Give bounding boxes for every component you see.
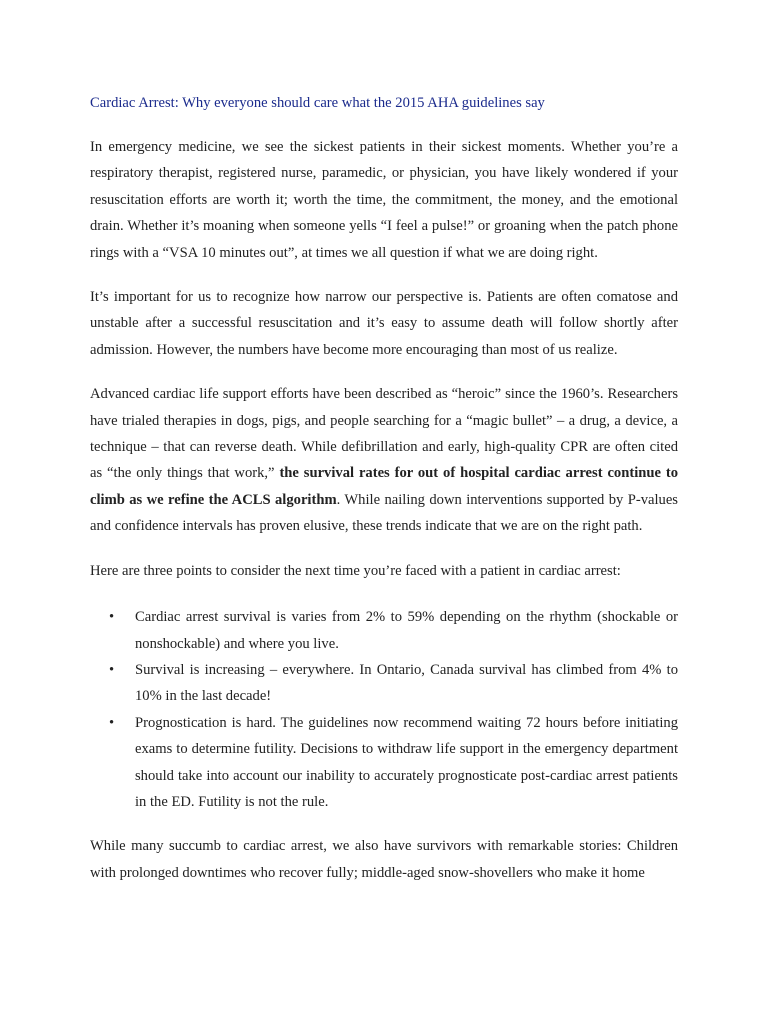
paragraph-survivors: While many succumb to cardiac arrest, we also have survivors with remarkable stories: Children with prolonged downtimes who recover fully; middle-aged snow-shovellers who make it home (90, 838, 678, 881)
document-title: Cardiac Arrest: Why everyone should care what the 2015 AHA guidelines say (90, 95, 545, 111)
list-item-text: Prognostication is hard. The guidelines now recommend waiting 72 hours before initiating exams to determine futility. Decisions to withdraw life support in the emergency department should take into account our inability to accurately prognosticate post-cardiac arrest patients in the ED. Futility is not the rule. (135, 714, 678, 810)
document-body (90, 90, 678, 886)
list-item (109, 710, 678, 816)
paragraph-acls-history (90, 381, 678, 539)
paragraph-acls-history-end: . While nailing down interventions supported by P-values and confidence intervals has proven elusive, these trends indicate that we are on the right path. (90, 491, 678, 535)
list-item (109, 657, 678, 710)
paragraph-three-points: Here are three points to consider the next time you’re faced with a patient in cardiac arrest: (90, 562, 621, 579)
list-item-text: Cardiac arrest survival is varies from 2% to 59% depending on the rhythm (shockable or nonshockable) and where you live. (135, 609, 678, 652)
paragraph-perspective: It’s important for us to recognize how narrow our perspective is. Patients are often comatose and unstable after a successful resuscitation and it’s easy to assume death will follow shortly after admission. However, the numbers have become more encouraging than most of us realize. (90, 289, 678, 358)
bullet-glyph: • (109, 714, 115, 731)
list-item (109, 604, 678, 657)
bullet-glyph: • (109, 661, 115, 678)
paragraph-acls-history-emphasis: the survival rates for out of hospital cardiac arrest continue to climb as we refine the ACLS algorithm (90, 465, 678, 508)
bullet-list (90, 604, 678, 815)
paragraph-acls-history-start: Advanced cardiac life support efforts have been described as “heroic” since the 1960’s. Researchers have trialed therapies in dogs, pigs, and people searching for a “magic bullet” – a drug, a device, a technique – that can reverse death. While defibrillation and early, high-quality CPR are often cited as “the only things that work,” (90, 386, 678, 482)
list-item-text: Survival is increasing – everywhere. In Ontario, Canada survival has climbed from 4% to 10% in the last decade! (135, 661, 678, 705)
paragraph-intro: In emergency medicine, we see the sickest patients in their sickest moments. Whether you’re a respiratory therapist, registered nurse, paramedic, or physician, you have likely wondered if your resuscitation efforts are worth it; worth the time, the commitment, the money, and the emotional drain. Whether it’s moaning when someone yells “I feel a pulse!” or groaning when the patch phone rings with a “VSA 10 minutes out”, at times we all question if what we are doing right. (90, 139, 678, 261)
bullet-glyph: • (109, 609, 115, 626)
